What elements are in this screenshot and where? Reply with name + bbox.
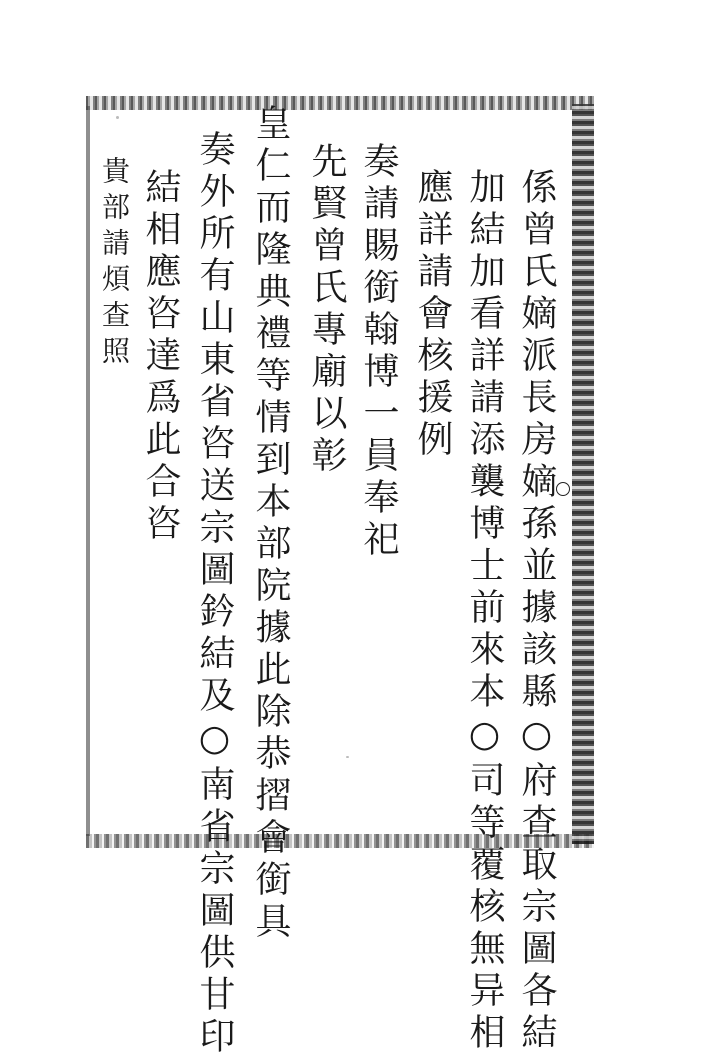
text-column-3: 應詳請會核援例: [412, 168, 453, 462]
circle-punctuation-mark: [556, 482, 570, 496]
text-column-4: 奏請賜銜翰博一員奉祀: [358, 142, 399, 562]
text-column-6: 皇仁而隆典禮等情到本部院據此除恭摺會銜具: [250, 104, 291, 944]
text-column-9: 貴部請煩查照: [98, 156, 131, 372]
text-column-1: 係曾氏嫡派長房嫡孫並據該縣○府查取宗圖各結: [516, 168, 557, 1055]
text-column-5: 先賢曾氏專廟以彰: [306, 142, 347, 478]
page-right-edge: [572, 104, 594, 844]
ink-speck: [346, 756, 349, 758]
text-column-7: 奏外所有山東省咨送宗圖鈐結及○南省宗圖供甘印: [194, 130, 235, 1059]
page-left-edge: [86, 106, 90, 836]
text-column-8: 結相應咨達爲此合咨: [140, 168, 181, 546]
page-top-edge: [86, 96, 594, 110]
text-column-2: 加結加看詳請添襲博士前來本○司等覆核無异相: [464, 168, 505, 1055]
ink-speck: [116, 116, 119, 119]
